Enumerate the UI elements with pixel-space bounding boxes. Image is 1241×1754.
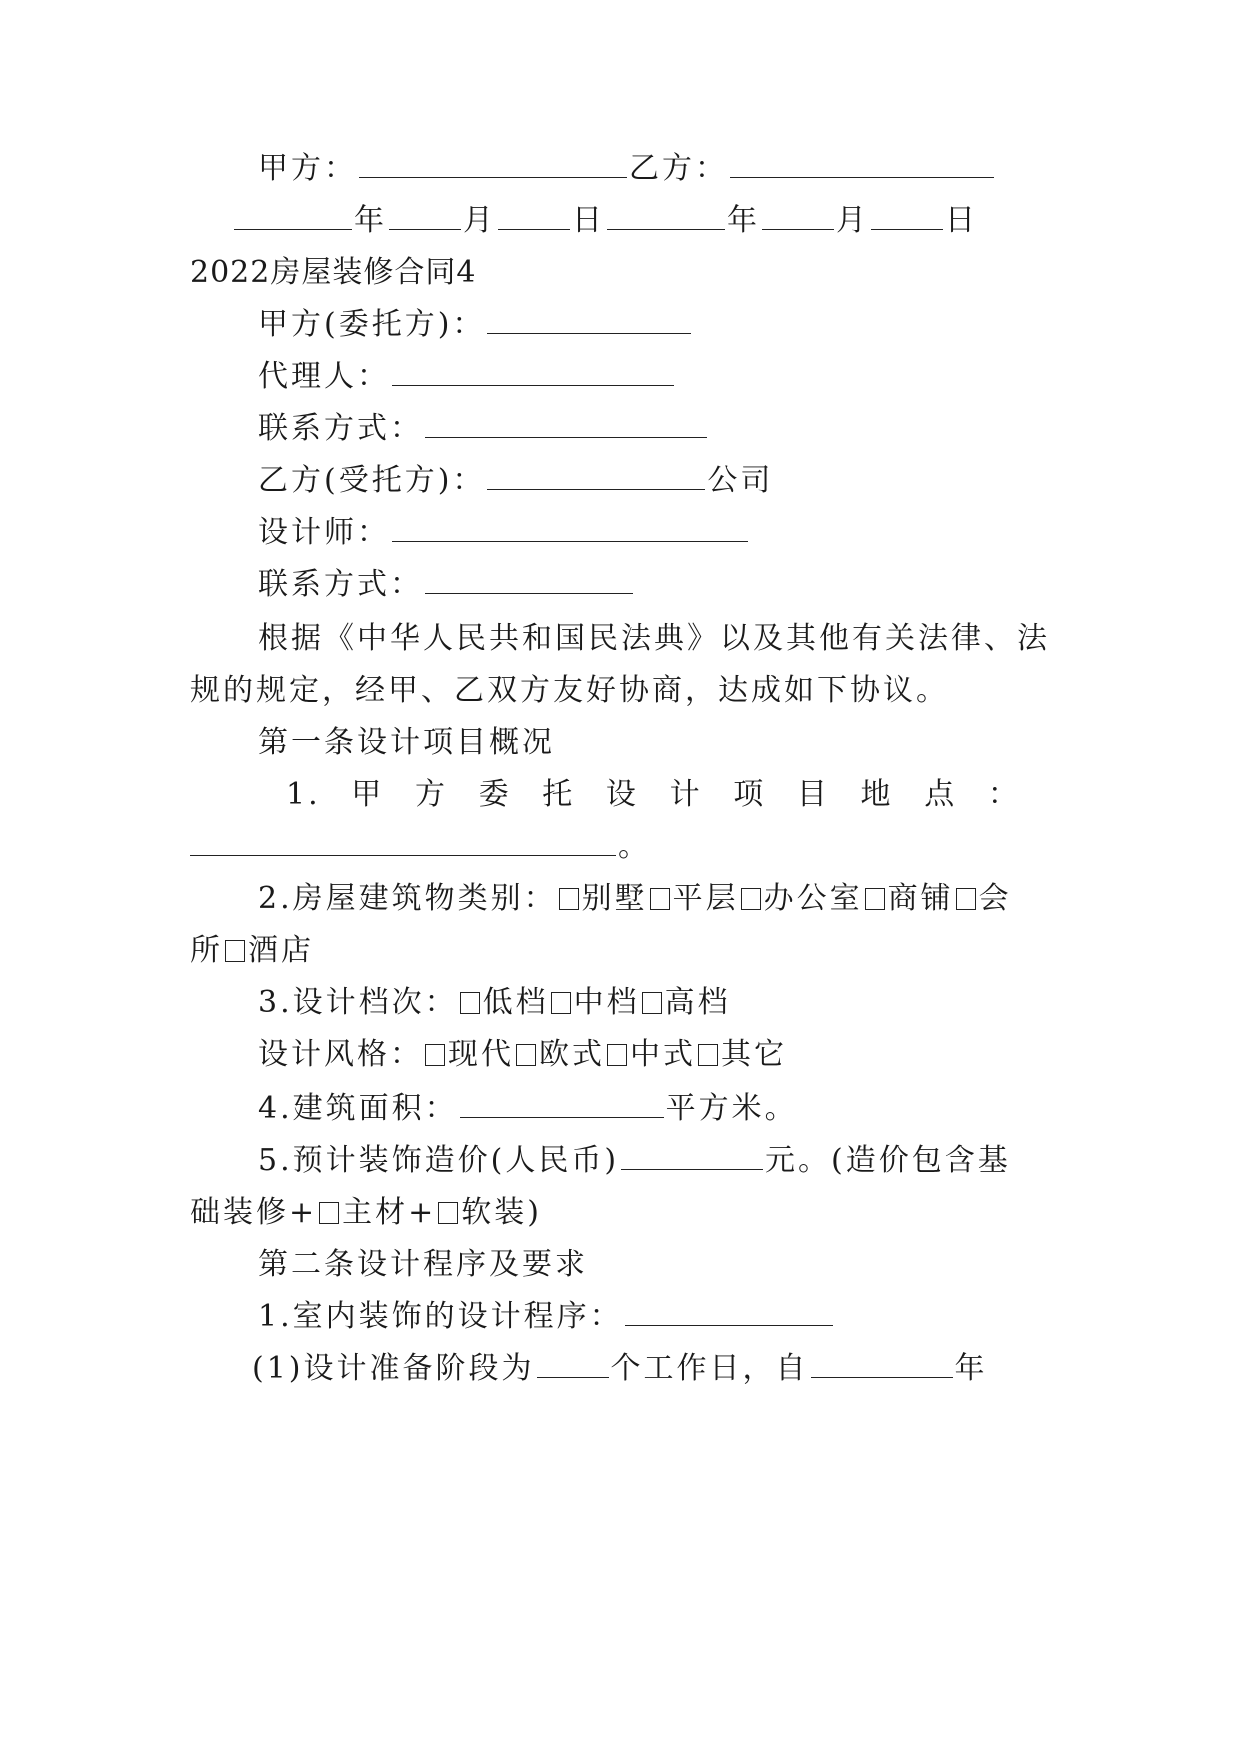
party-a-label: 甲方： (258, 151, 357, 186)
party-b-blank[interactable] (730, 153, 994, 178)
article-2-heading: 第二条设计程序及要求 (258, 1247, 588, 1282)
article-1-item-2-cont (190, 932, 314, 970)
item-1-char: 托 (542, 777, 576, 812)
item-1-end: 。 (618, 829, 651, 864)
checkbox-other[interactable] (698, 1044, 718, 1066)
checkbox-office[interactable] (741, 888, 761, 910)
designer-label: 设计师： (258, 515, 390, 550)
designer-contact-label: 联系方式： (258, 567, 423, 602)
item-2-label: 2.房屋建筑物类别： (258, 881, 557, 916)
checkbox-modern[interactable] (425, 1044, 445, 1066)
sub-1-mid: 个工作日，自 (610, 1351, 809, 1386)
client-contact-label: 联系方式： (258, 411, 423, 446)
checkbox-villa[interactable] (559, 888, 579, 910)
contractor-row (258, 462, 773, 500)
date-a-month-blank[interactable] (389, 205, 461, 230)
item-3-label: 3.设计档次： (258, 985, 458, 1020)
preamble-line-1: 根据《中华人民共和国民法典》以及其他有关法律、法 (258, 621, 1050, 656)
option-club-part-2: 所 (190, 933, 223, 968)
party-a-blank[interactable] (359, 153, 627, 178)
signature-parties-row (258, 150, 996, 188)
item-5-line-2-c: 软装) (461, 1195, 542, 1230)
item-1-char: ： (987, 777, 1021, 812)
checkbox-shop[interactable] (865, 888, 885, 910)
designer-blank[interactable] (392, 517, 748, 542)
contract-title: 2022房屋装修合同4 (190, 255, 477, 290)
style-label: 设计风格： (258, 1037, 423, 1072)
option-low-grade: 低档 (482, 985, 549, 1020)
item-1-char: 点 (924, 777, 958, 812)
date-a-year-blank[interactable] (234, 205, 352, 230)
article-1-item-3 (258, 984, 731, 1022)
area-blank[interactable] (460, 1093, 664, 1118)
client-contact-blank[interactable] (425, 413, 707, 438)
date-a-day-label: 日 (572, 203, 605, 238)
date-b-year-label: 年 (727, 203, 760, 238)
item-1-char: 目 (796, 777, 830, 812)
item-1-char: 甲 (351, 777, 385, 812)
item-1-char: 1. (286, 777, 321, 812)
option-european: 欧式 (539, 1037, 605, 1072)
item-1-char: 地 (860, 777, 894, 812)
date-b-month-label: 月 (836, 203, 869, 238)
article-1-item-4 (258, 1090, 798, 1128)
contractor-suffix: 公司 (707, 463, 774, 498)
article-2-sub-1 (252, 1350, 988, 1388)
date-a-day-blank[interactable] (498, 205, 570, 230)
article-1-item-1 (286, 776, 1021, 814)
date-a-year-label: 年 (354, 203, 387, 238)
date-b-month-blank[interactable] (762, 205, 834, 230)
article-2-item-1 (258, 1298, 835, 1336)
checkbox-mid-grade[interactable] (551, 992, 571, 1014)
preamble-line-2: 规的规定，经甲、乙双方友好协商，达成如下协议。 (190, 673, 949, 708)
start-year-blank[interactable] (811, 1353, 953, 1378)
item-1-char: 项 (733, 777, 767, 812)
item-1-char: 方 (414, 777, 448, 812)
item-4-label: 4.建筑面积： (258, 1091, 458, 1126)
checkbox-club[interactable] (956, 888, 976, 910)
client-label: 甲方(委托方)： (258, 307, 486, 342)
item-5-label: 5.预计装饰造价(人民币) (258, 1143, 620, 1178)
signature-dates-row (232, 202, 978, 240)
item-1-char: 计 (669, 777, 703, 812)
checkbox-low-grade[interactable] (460, 992, 480, 1014)
checkbox-soft-furnishing[interactable] (438, 1202, 458, 1224)
designer-row (258, 514, 750, 552)
date-a-month-label: 月 (463, 203, 496, 238)
agent-blank[interactable] (392, 361, 674, 386)
option-villa: 别墅 (581, 881, 648, 916)
work-days-blank[interactable] (537, 1353, 609, 1378)
checkbox-european[interactable] (516, 1044, 536, 1066)
item-5-line-2-a: 础装修+ (190, 1195, 318, 1230)
checkbox-flat[interactable] (650, 888, 670, 910)
option-chinese: 中式 (630, 1037, 696, 1072)
checkbox-chinese[interactable] (607, 1044, 627, 1066)
contractor-label: 乙方(受托方)： (258, 463, 486, 498)
option-office: 办公室 (763, 881, 863, 916)
checkbox-high-grade[interactable] (642, 992, 662, 1014)
date-b-day-label: 日 (945, 203, 978, 238)
a2-item-1-label: 1.室内装饰的设计程序： (258, 1299, 623, 1334)
article-1-item-5-cont (190, 1194, 542, 1232)
option-club-part-1: 会 (978, 881, 1012, 916)
article-1-heading: 第一条设计项目概况 (258, 725, 555, 760)
agent-label: 代理人： (258, 359, 390, 394)
item-5-tail: 元。(造价包含基 (765, 1143, 1011, 1178)
designer-contact-row (258, 566, 635, 604)
option-shop: 商铺 (887, 881, 954, 916)
party-b-label: 乙方： (629, 151, 728, 186)
option-mid-grade: 中档 (573, 985, 640, 1020)
checkbox-main-material[interactable] (319, 1202, 339, 1224)
cost-blank[interactable] (621, 1145, 763, 1170)
item-1-char: 设 (605, 777, 639, 812)
agent-row (258, 358, 676, 396)
date-b-day-blank[interactable] (871, 205, 943, 230)
design-procedure-blank[interactable] (625, 1301, 833, 1326)
designer-contact-blank[interactable] (425, 569, 633, 594)
article-1-item-2 (258, 880, 1012, 918)
client-blank[interactable] (487, 309, 691, 334)
option-modern: 现代 (448, 1037, 514, 1072)
item-5-line-2-b: 主材+ (342, 1195, 437, 1230)
option-other: 其它 (721, 1037, 787, 1072)
item-1-blank-row (190, 828, 651, 866)
option-high-grade: 高档 (664, 985, 731, 1020)
item-4-unit: 平方米。 (665, 1091, 798, 1126)
sub-1-label: (1)设计准备阶段为 (252, 1351, 535, 1386)
contractor-blank[interactable] (487, 465, 705, 490)
design-style-row (258, 1036, 787, 1074)
sub-1-end: 年 (954, 1351, 988, 1386)
item-1-char: 委 (478, 777, 512, 812)
client-row (258, 306, 693, 344)
date-b-year-blank[interactable] (607, 205, 725, 230)
option-flat: 平层 (672, 881, 739, 916)
article-1-item-5 (258, 1142, 1011, 1180)
option-hotel: 酒店 (248, 933, 314, 968)
checkbox-hotel[interactable] (225, 940, 245, 962)
client-contact-row (258, 410, 709, 448)
project-location-blank[interactable] (190, 831, 616, 856)
